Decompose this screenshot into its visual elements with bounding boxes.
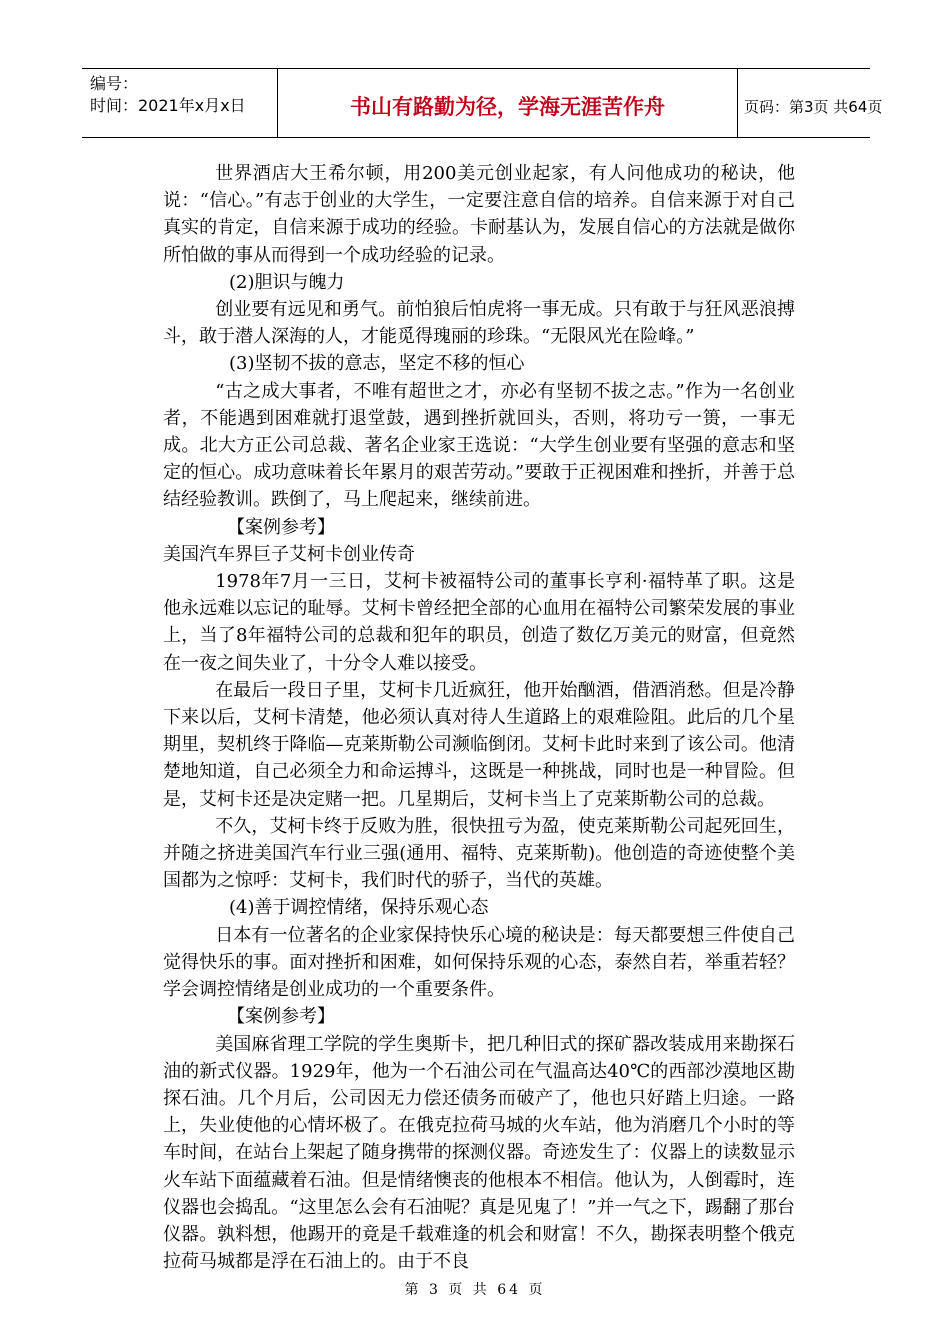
paragraph-iacocca-success: 不久，艾柯卡终于反败为胜，很快扭亏为盈，使克莱斯勒公司起死回生，并随之挤进美国汽车行业三强(通用、福特、克莱斯勒)。他创造的奇迹使整个美国都为之惊呼：艾柯卡，我们时代的骄子，当代的英雄。: [163, 815, 795, 892]
paragraph-hilton: 世界酒店大王希尔顿，用200美元创业起家，有人问他成功的秘诀，他说：“信心。”有志于创业的大学生，一定要注意自信的培养。自信来源于对自己真实的肯定，自信来源于成功的经验。卡耐基认为，发展自信心的方法就是做你所怕做的事从而得到一个成功经验的记录。: [163, 163, 795, 266]
paragraph-perseverance: “古之成大事者，不唯有超世之才，亦必有坚韧不拔之志。”作为一名创业者，不能遇到困难就打退堂鼓，遇到挫折就回头，否则，将功亏一篑，一事无成。北大方正公司总裁、著名企业家王选说：“大学生创业要有坚强的意志和坚定的恒心。成功意味着长年累月的艰苦劳动。”要敢于正视困难和挫折，并善于总结经验教训。跌倒了，马上爬起来，继续前进。: [163, 380, 795, 511]
paragraph-iacocca-chrysler: 在最后一段日子里，艾柯卡几近疯狂，他开始酗酒，借酒消愁。但是冷静下来以后，艾柯卡清楚，他必须认真对待人生道路上的艰难险阻。此后的几个星期里，契机终于降临—克莱斯勒公司濒临倒闭。艾柯卡此时来到了该公司。他清楚地知道，自己必须全力和命运搏斗，这既是一种挑战，同时也是一种冒险。但是，艾柯卡还是决定赌一把。几星期后，艾柯卡当上了克莱斯勒公司的总裁。: [163, 679, 795, 810]
document-number-label: 编号：: [90, 74, 139, 93]
paragraph-optimism: 日本有一位著名的企业家保持快乐心境的秘诀是：每天都要想三件使自己觉得快乐的事。面对挫折和困难，如何保持乐观的心态，泰然自若，举重若轻？学会调控情绪是创业成功的一个重要条件。: [163, 924, 795, 1001]
paragraph-iacocca-fired: 1978年7月一三日，艾柯卡被福特公司的董事长亨利·福特革了职。这是他永远难以忘记的耻辱。艾柯卡曾经把全部的心血用在福特公司繁荣发展的事业上，当了8年福特公司的总裁和犯年的职员，创造了数亿万美元的财富，但竟然在一夜之间失业了，十分令人难以接受。: [163, 571, 795, 674]
header-page-code: 页码：第3页 共64页: [744, 97, 883, 116]
section-heading-emotions: (4)善于调控情绪，保持乐观心态: [229, 897, 489, 919]
case-reference-label: 【案例参考】: [227, 516, 335, 538]
case-reference-label-2: 【案例参考】: [227, 1006, 335, 1028]
case-title-iacocca: 美国汽车界巨子艾柯卡创业传奇: [163, 543, 415, 565]
paragraph-oscar-oil: 美国麻省理工学院的学生奥斯卡，把几种旧式的探矿器改装成用来勘探石油的新式仪器。1929年，他为一个石油公司在气温高达40℃的西部沙漠地区勘探石油。几个月后，公司因无力偿还债务而破产了，他也只好踏上归途。一路上，失业使他的心情坏极了。在俄克拉荷马城的火车站，他为消磨几个小时的等车时间，在站台上架起了随身携带的探测仪器。奇迹发生了：仪器上的读数显示火车站下面蕴藏着石油。但是情绪懊丧的他根本不相信。他认为，人倒霉时，连仪器也会捣乱。“这里怎么会有石油呢？真是见鬼了！”并一气之下，踢翻了那台仪器。孰料想，他踢开的竟是千载难逢的机会和财富！不久，勘探表明整个俄克拉荷马城都是浮在石油上的。由于不良: [163, 1033, 795, 1273]
section-heading-courage: (2)胆识与魄力: [229, 271, 345, 293]
page-header: [82, 68, 883, 138]
document-body: [163, 160, 795, 1275]
document-date: 时间：2021年x月x日: [90, 96, 246, 115]
header-motto: 书山有路勤为径，学海无涯苦作舟: [278, 69, 738, 137]
section-heading-perseverance: (3)坚韧不拔的意志，坚定不移的恒心: [229, 353, 525, 375]
header-info-cell: [82, 69, 278, 137]
paragraph-courage: 创业要有远见和勇气。前怕狼后怕虎将一事无成。只有敢于与狂风恶浪搏斗，敢于潜人深海的人，才能觅得瑰丽的珍珠。“无限风光在险峰。”: [163, 299, 795, 348]
page-footer: 第 3 页 共 64 页: [404, 1282, 546, 1298]
